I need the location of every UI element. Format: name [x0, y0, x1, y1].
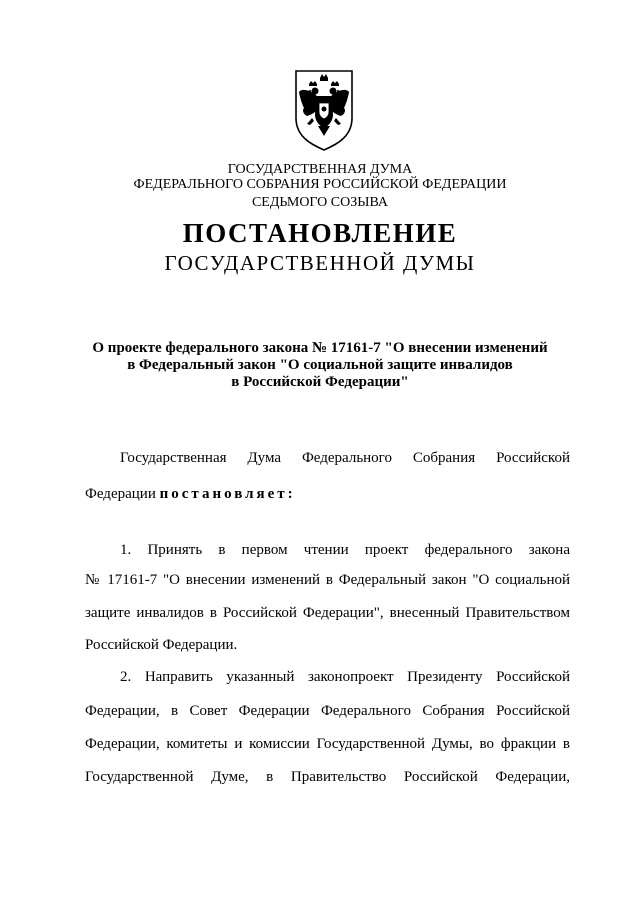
item-1-line-2: № 17161-7 "О внесении изменений в Федеральный закон "О социальной [85, 572, 570, 588]
preamble-line-1: Государственная Дума Федерального Собрания Российской [120, 450, 570, 466]
item-1-line-1: 1. Принять в первом чтении проект федерального закона [120, 542, 570, 558]
document-issuer: ГОСУДАРСТВЕННОЙ ДУМЫ [164, 251, 476, 275]
item-2-line-4: Государственной Думе, в Правительство Российской Федерации, [85, 769, 570, 785]
resolves-word: постановляет: [159, 486, 296, 502]
document-type-title: ПОСТАНОВЛЕНИЕ [182, 218, 458, 248]
item-2-line-2: Федерации, в Совет Федерации Федерального Собрания Российской [85, 703, 570, 719]
header-line-1: ГОСУДАРСТВЕННАЯ ДУМА [227, 162, 413, 177]
item-2-line-1: 2. Направить указанный законопроект Президенту Российской [120, 669, 570, 685]
document-subject [60, 340, 580, 391]
subject-line-3: в Российской Федерации" [231, 374, 409, 390]
preamble-federation-word: Федерации [85, 486, 156, 502]
subject-line-2: в Федеральный закон "О социальной защите инвалидов [127, 357, 513, 373]
header-line-3: СЕДЬМОГО СОЗЫВА [251, 195, 389, 210]
item-2-line-3: Федерации, комитеты и комиссии Государственной Думы, во фракции в [85, 736, 570, 752]
coat-of-arms-emblem [290, 66, 358, 152]
preamble-line-2 [85, 485, 570, 503]
subject-line-1: О проекте федерального закона № 17161-7 "О внесении изменений [92, 340, 548, 356]
header-line-2: ФЕДЕРАЛЬНОГО СОБРАНИЯ РОССИЙСКОЙ ФЕДЕРАЦИИ [133, 177, 507, 192]
item-1-line-3: защите инвалидов в Российской Федерации", внесенный Правительством [85, 605, 570, 621]
item-1-line-4: Российской Федерации. [85, 637, 238, 653]
